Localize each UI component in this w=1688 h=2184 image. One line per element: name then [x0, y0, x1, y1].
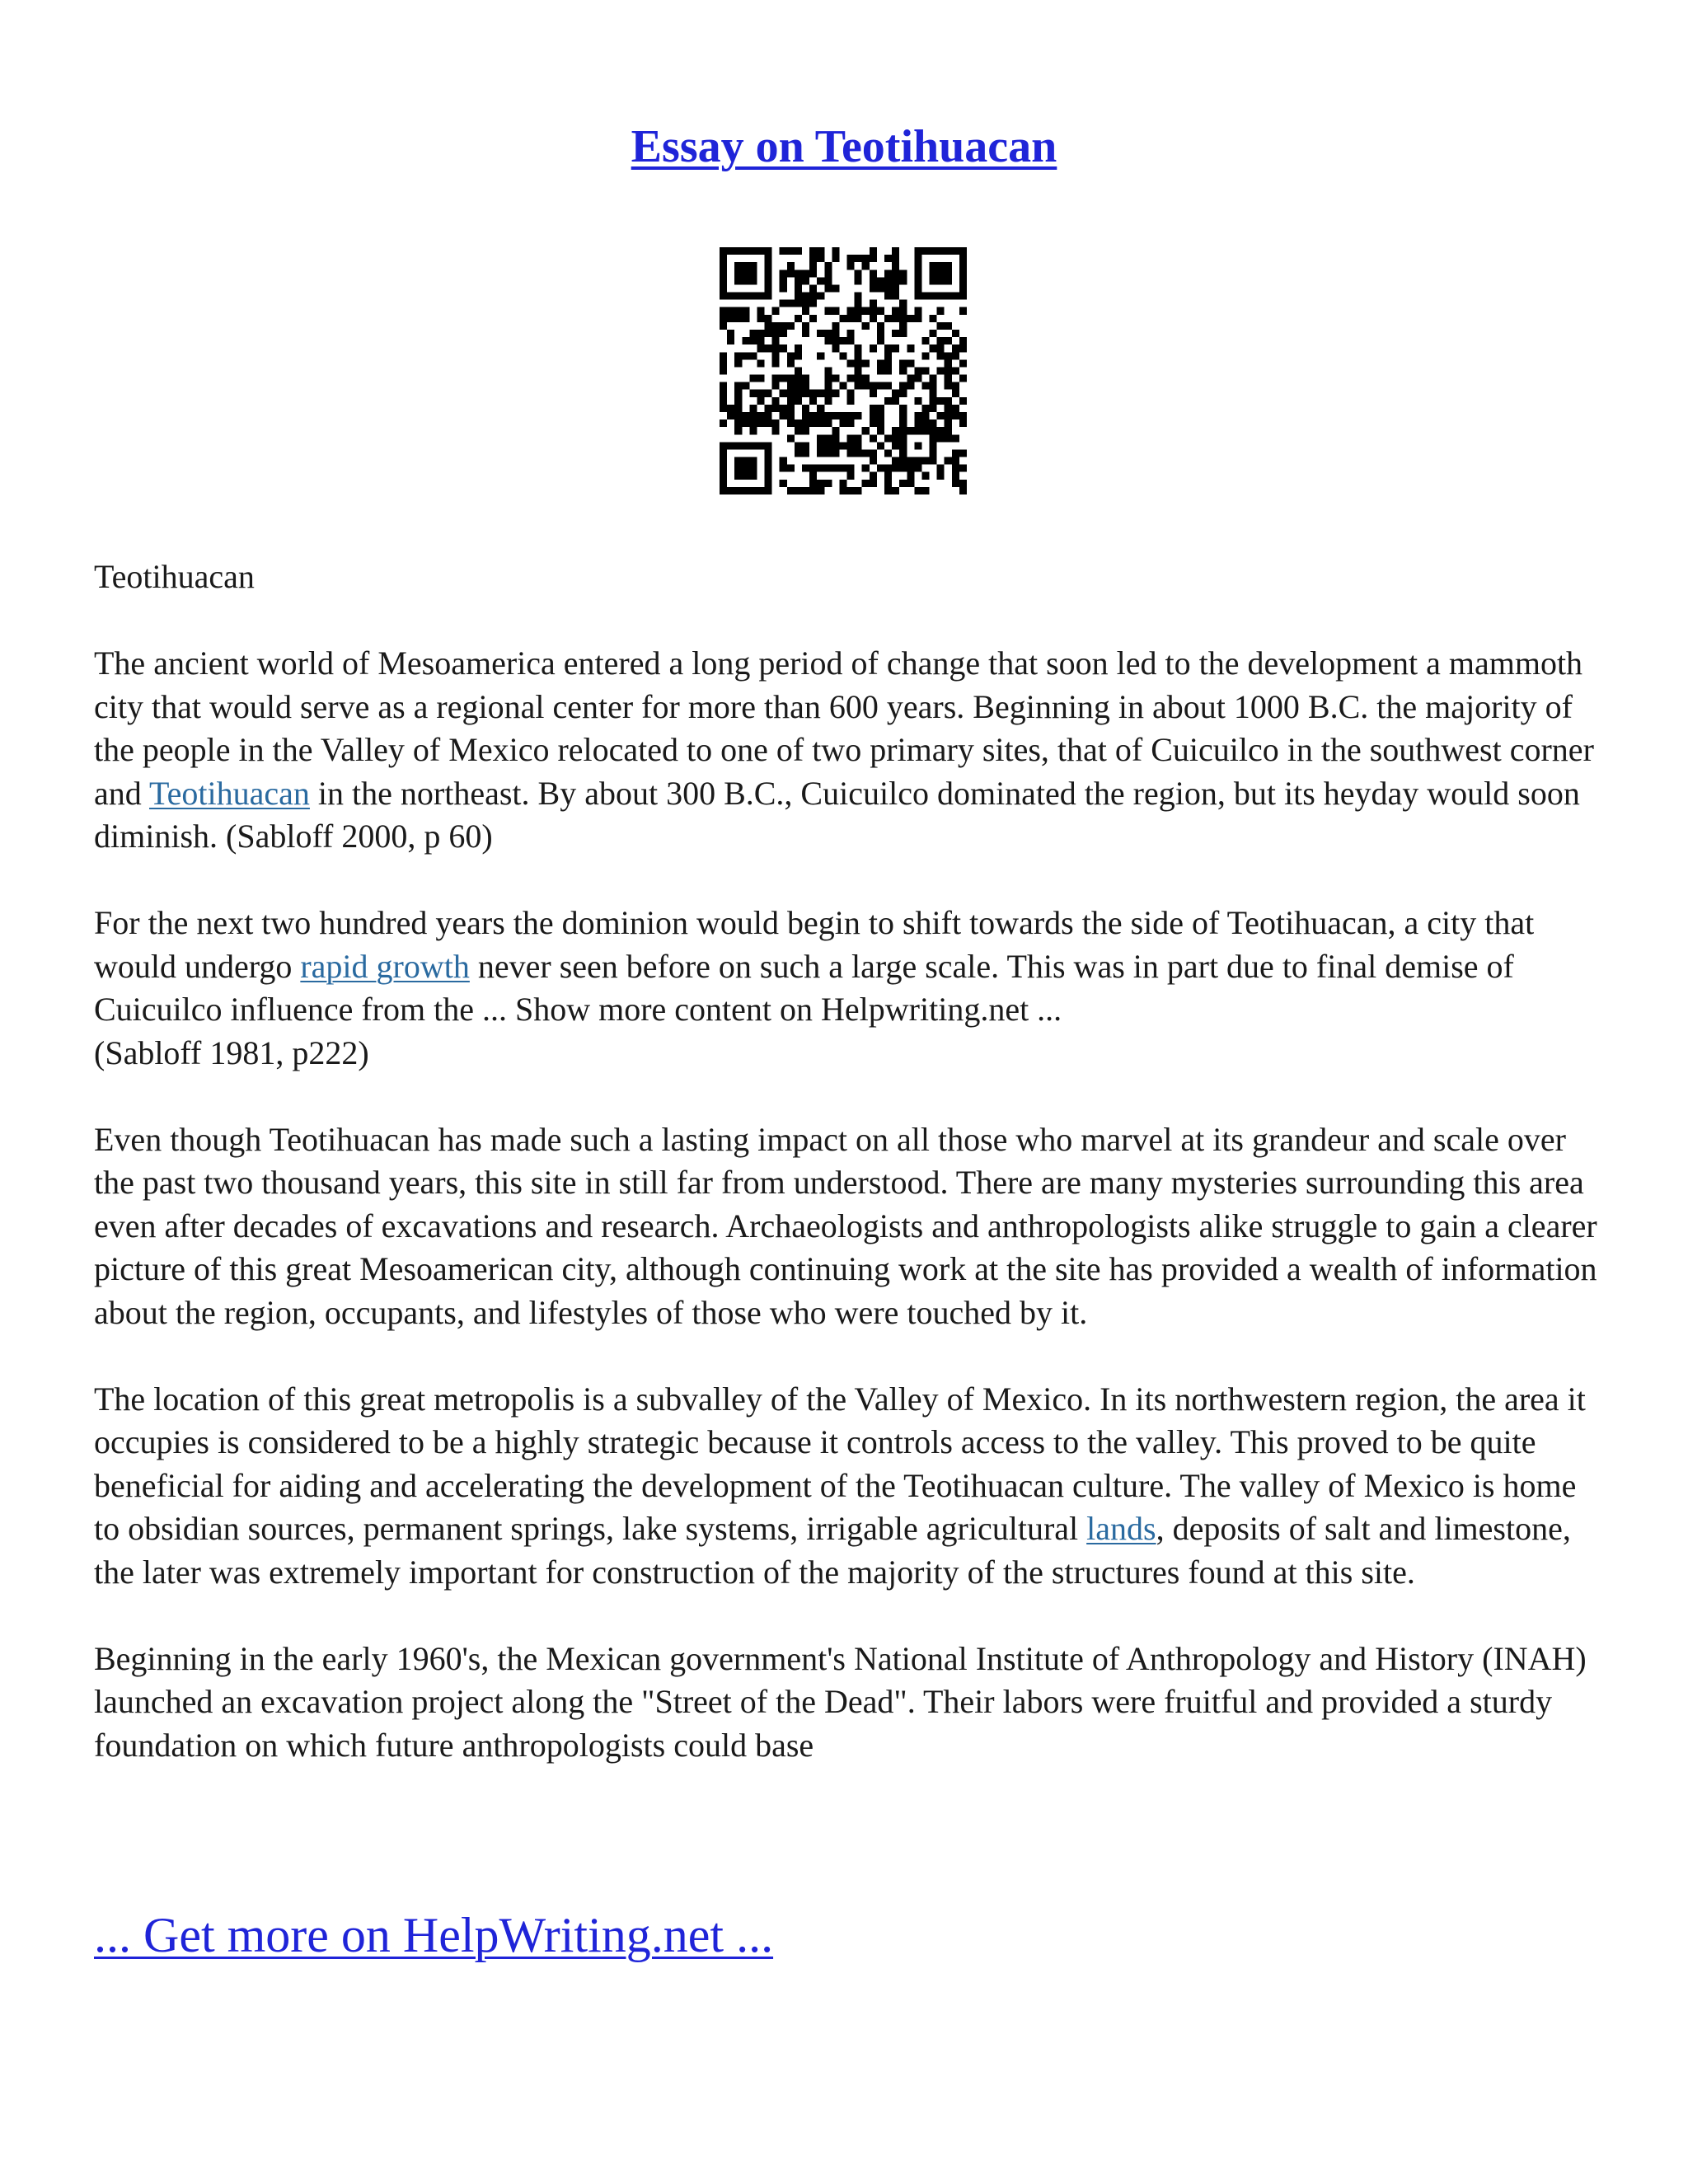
- title-link[interactable]: Essay on Teotihuacan: [631, 121, 1057, 172]
- get-more-link-container: [94, 1902, 773, 1968]
- qr-code-icon: [720, 247, 967, 494]
- lands-link[interactable]: lands: [1086, 1510, 1156, 1547]
- paragraph-text: never seen before on such a large scale. This was in part due to final demise of Cuicuilco influence from the ... Show more content on Helpwriting.net ...: [94, 947, 1514, 1028]
- paragraph-text: The ancient world of Mesoamerica entered a long period of change that soon led to the development a mammoth city that would serve as a regional center for more than 600 years. Beginning in about 1000 B.C. the majority of the people in the Valley of Mexico relocated to one of two primary sites, that of Cuicuilco in the southwest corner and: [94, 644, 1594, 812]
- get-more-link[interactable]: ... Get more on HelpWriting.net ...: [94, 1908, 774, 1962]
- paragraph-2: [94, 902, 1602, 1075]
- paragraph-text: The location of this great metropolis is a subvalley of the Valley of Mexico. In its northwestern region, the area it occupies is considered to be a highly strategic because it controls access to the valley. This proved to be quite beneficial for aiding and accelerating the development of the Teotihuacan culture. The valley of Mexico is home to obsidian sources, permanent springs, lake systems, irrigable agricultural: [94, 1380, 1586, 1547]
- paragraph-1: [94, 642, 1602, 859]
- heading-text: Teotihuacan: [94, 558, 255, 595]
- paragraph-text: Even though Teotihuacan has made such a lasting impact on all those who marvel at its grandeur and scale over the past two thousand years, this site in still far from understood. There are many mysteries surrounding this area even after decades of excavations and research. Archaeologists and anthropologists alike struggle to gain a clearer picture of this great Mesoamerican city, although continuing work at the site has provided a wealth of information about the region, occupants, and lifestyles of those who were touched by it.: [94, 1120, 1597, 1331]
- essay-body: [94, 555, 1602, 1811]
- page-title: [0, 114, 1688, 180]
- paragraph-text: For the next two hundred years the dominion would begin to shift towards the side of Teotihuacan, a city that would undergo: [94, 904, 1535, 985]
- citation-text: (Sabloff 1981, p222): [94, 1033, 369, 1071]
- essay-heading: [94, 555, 1602, 599]
- paragraph-3: [94, 1118, 1602, 1335]
- paragraph-text: , deposits of salt and limestone, the later was extremely important for construction of the majority of the structures found at this site.: [94, 1510, 1571, 1591]
- paragraph-text: in the northeast. By about 300 B.C., Cuicuilco dominated the region, but its heyday would soon diminish. (Sabloff 2000, p 60): [94, 774, 1580, 855]
- rapid-growth-link[interactable]: rapid growth: [300, 947, 470, 985]
- paragraph-4: [94, 1378, 1602, 1595]
- teotihuacan-link[interactable]: Teotihuacan: [149, 774, 310, 812]
- paragraph-5: [94, 1638, 1602, 1768]
- paragraph-text: Beginning in the early 1960's, the Mexican government's National Institute of Anthropology and History (INAH) launched an excavation project along the "Street of the Dead". Their labors were fruitful and provided a sturdy foundation on which future anthropologists could base: [94, 1639, 1587, 1764]
